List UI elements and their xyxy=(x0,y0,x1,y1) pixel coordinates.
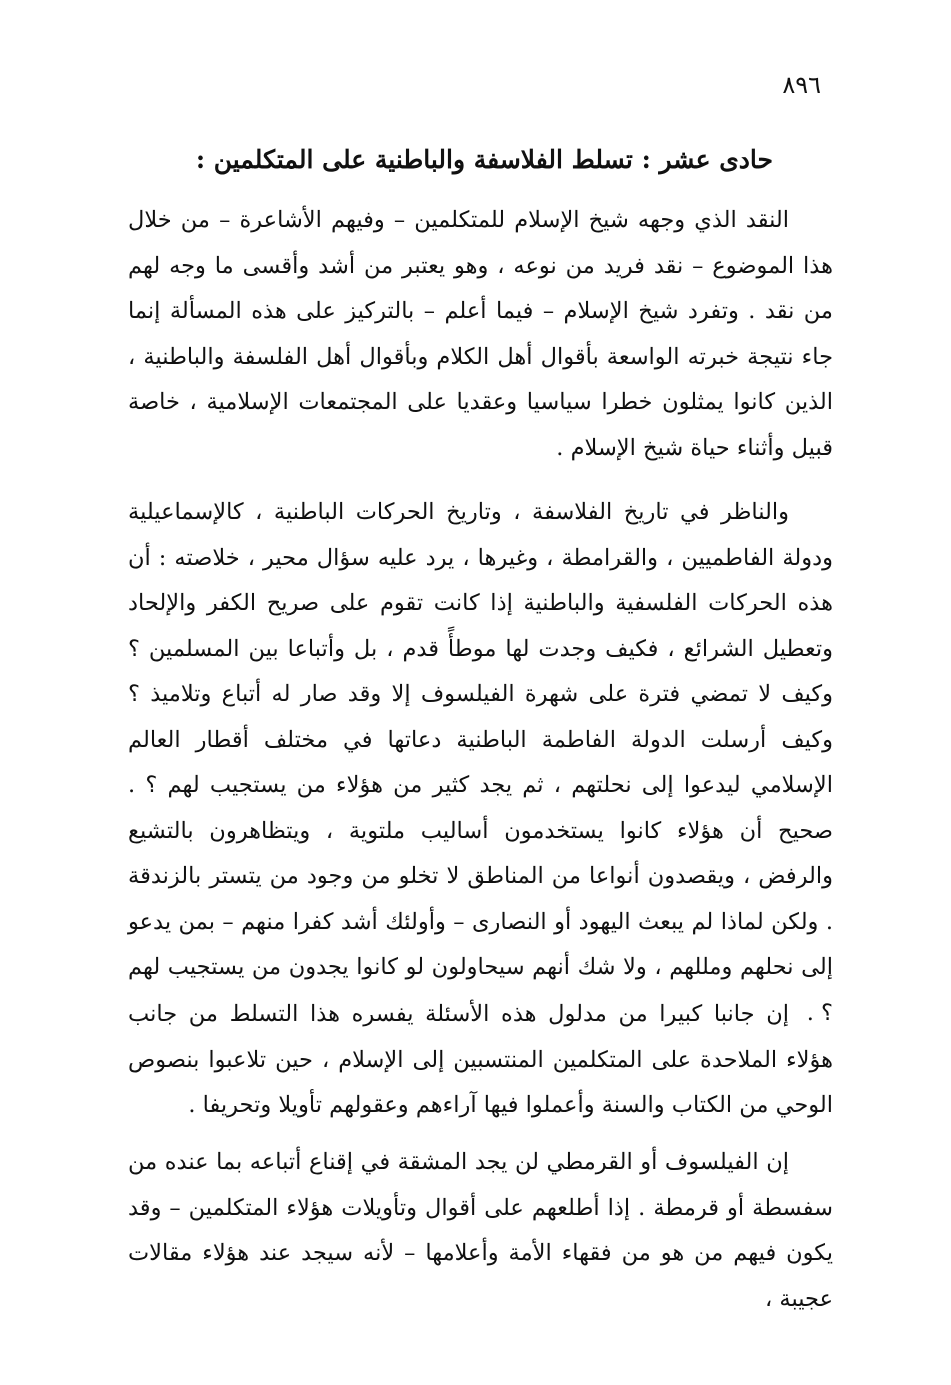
paragraph-1 xyxy=(128,198,833,471)
paragraph-text: إن جانبا كبيرا من مدلول هذه الأسئلة يفسره هذا التسلط من جانب هؤلاء الملاحدة على المتكلمين المنتسبين إلى الإسلام ، حين تلاعبوا بنصوص الوحي من الكتاب والسنة وأعملوا فيها آراءهم وعقولهم تأويلا وتحريفا . xyxy=(128,1001,833,1118)
paragraph-text: إن الفيلسوف أو القرمطي لن يجد المشقة في إقناع أتباعه بما عنده من سفسطة أو قرمطة . إذا أطلعهم على أقوال وتأويلات هؤلاء المتكلمين – وقد يكون فيهم من هو من فقهاء الأمة وأعلامها – لأنه سيجد عند هؤلاء مقالات عجيبة ، xyxy=(128,1149,833,1312)
section-heading: حادى عشر : تسلط الفلاسفة والباطنية على المتكلمين : xyxy=(195,145,773,174)
paragraph-3 xyxy=(128,992,833,1129)
paragraph-text: والناظر في تاريخ الفلاسفة ، وتاريخ الحركات الباطنية ، كالإسماعيلية ودولة الفاطميين ، والقرامطة ، وغيرها ، يرد عليه سؤال محير ، خلاصته : أن هذه الحركات الفلسفية والباطنية إذا كانت تقوم على صريح الكفر والإلحاد وتعطيل الشرائع ، فكيف وجدت لها موطأً قدم ، بل وأتباعا بين المسلمين ؟ وكيف لا تمضي فترة على شهرة الفيلسوف إلا وقد صار له أتباع وتلاميذ ؟ وكيف أرسلت الدولة الفاطمة الباطنية دعاتها في مختلف أقطار العالم الإسلامي ليدعوا إلى نحلتهم ، ثم يجد كثير من هؤلاء من يستجيب لهم ؟ . صحيح أن هؤلاء كانوا يستخدمون أساليب ملتوية ، ويتظاهرون بالتشيع والرفض ، ويقصدون أنواعا من المناطق لا تخلو من وجود من يتستر بالزندقة . ولكن لماذا لم يبعث اليهود أو النصارى – وأولئك أشد كفرا منهم – بمن يدعو إلى نحلهم ومللهم ، ولا شك أنهم سيحاولون لو كانوا يجدون من يستجيب لهم ؟ . xyxy=(128,499,833,1026)
paragraph-2 xyxy=(128,490,833,1036)
paragraph-4 xyxy=(128,1140,833,1322)
paragraph-text: النقد الذي وجهه شيخ الإسلام للمتكلمين – وفيهم الأشاعرة – من خلال هذا الموضوع – نقد فريد من نوعه ، وهو يعتبر من أشد وأقسى ما وجه لهم من نقد . وتفرد شيخ الإسلام – فيما أعلم – بالتركيز على هذه المسألة إنما جاء نتيجة خبرته الواسعة بأقوال أهل الكلام وبأقوال أهل الفلسفة والباطنية ، الذين كانوا يمثلون خطرا سياسيا وعقديا على المجتمعات الإسلامية ، خاصة قبيل وأثناء حياة شيخ الإسلام . xyxy=(128,207,833,461)
page-number: ٨٩٦ xyxy=(782,71,821,99)
